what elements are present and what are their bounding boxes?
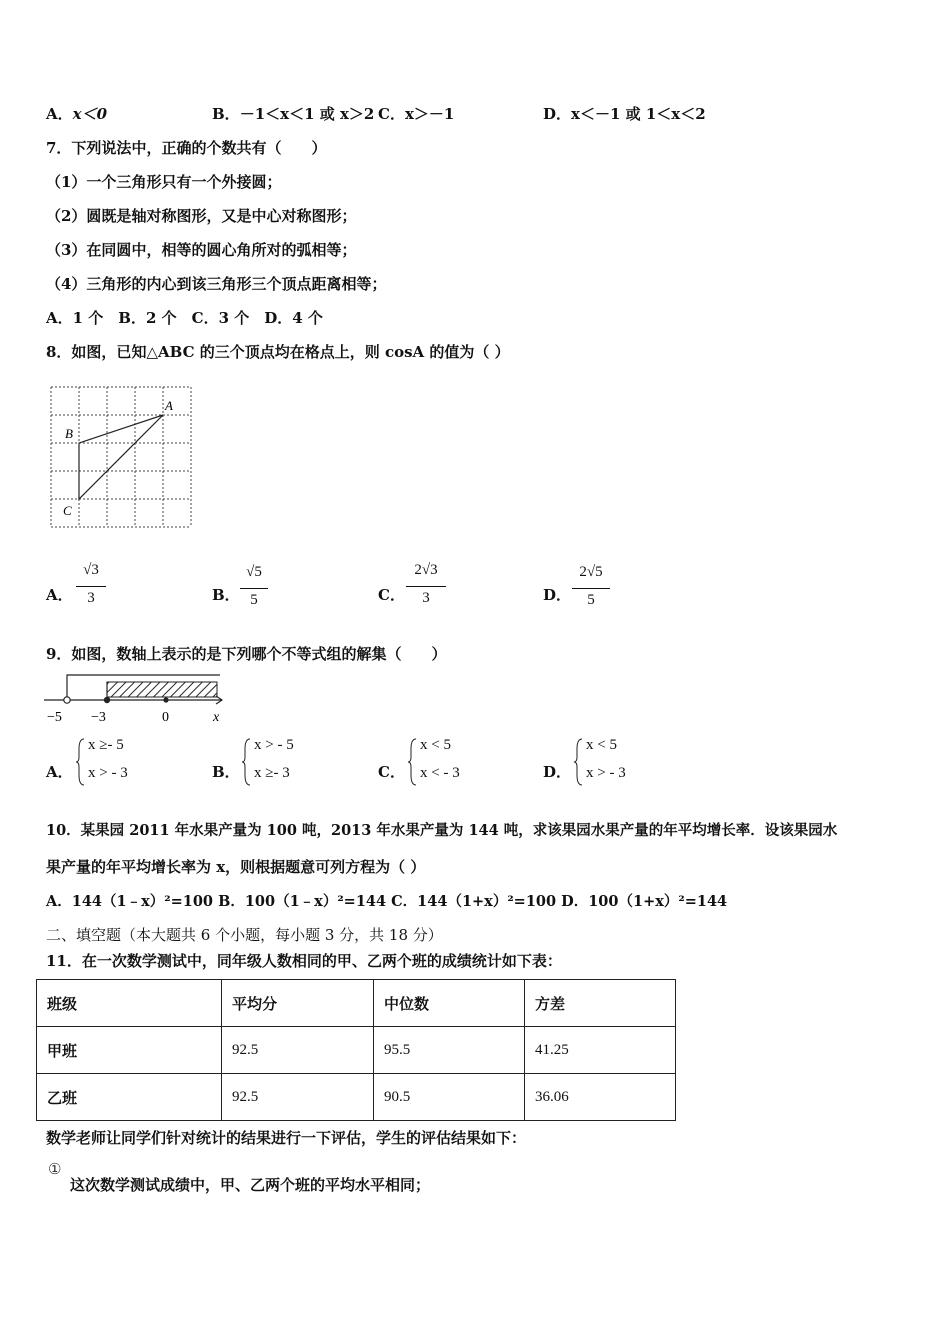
q8-stem: 8．如图，已知△ABC 的三个顶点均在格点上，则 cosA 的值为（ ） (46, 343, 510, 361)
q8-option-d-label: D． (543, 586, 572, 604)
triangle-abc (79, 415, 163, 499)
open-point-minus5 (64, 697, 70, 703)
q6-option-d: D．x＜－1 或 1＜x＜2 (543, 105, 706, 123)
table-cell: 甲班 (37, 1027, 222, 1074)
q8-option-b-fraction: √5 5 (240, 564, 268, 614)
vertex-b-label: B (65, 426, 73, 441)
q9-option-c-system: x < 5 x < - 3 (408, 737, 488, 789)
q7-statement-2: （2）圆既是轴对称图形，又是中心对称图形； (46, 207, 357, 225)
range-x-ge-minus3-hatched (107, 682, 217, 697)
q8-option-c-label: C． (378, 586, 405, 604)
section-2-heading: 二、填空题（本大题共 6 个小题，每小题 3 分，共 18 分） (46, 926, 443, 944)
vertex-a-label: A (165, 398, 173, 413)
q10-stem-line1: 10．某果园 2011 年水果产量为 100 吨，2013 年水果产量为 144 吨，求该果园水果产量的年平均增长率．设该果园水 (46, 822, 838, 839)
brace-icon (574, 737, 584, 787)
table-cell: 41.25 (525, 1027, 676, 1074)
point-zero (163, 697, 168, 702)
q9-stem: 9．如图，数轴上表示的是下列哪个不等式组的解集（ ） (46, 645, 447, 663)
q11-score-table (36, 979, 676, 1121)
vertex-c-label: C (63, 503, 72, 518)
tick-label-zero: 0 (162, 710, 169, 725)
q11-evaluation-1: 这次数学测试成绩中，甲、乙两个班的平均水平相同； (70, 1176, 431, 1194)
q9-option-d-system: x < 5 x > - 3 (574, 737, 654, 789)
solid-point-minus3 (104, 697, 110, 703)
q8-option-c-fraction: 2√3 3 (406, 562, 446, 612)
q8-option-a-fraction: √3 3 (76, 562, 106, 612)
q8-grid-figure (46, 382, 196, 532)
table-header-row (37, 980, 676, 1027)
q7-statement-1: （1）一个三角形只有一个外接圆； (46, 173, 282, 191)
q10-stem-line2: 果产量的年平均增长率为 x，则根据题意可列方程为（ ） (46, 858, 426, 876)
tick-label-minus3: −3 (91, 710, 106, 725)
q9-number-line (42, 672, 232, 728)
table-cell: 36.06 (525, 1074, 676, 1121)
q7-statement-3: （3）在同圆中，相等的圆心角所对的弧相等； (46, 241, 357, 259)
table-header-cell: 班级 (37, 980, 222, 1027)
table-header-cell: 平均分 (222, 980, 374, 1027)
table-cell: 95.5 (374, 1027, 525, 1074)
q8-option-a-label: A． (46, 586, 73, 604)
q7-options: A．1 个 B．2 个 C．3 个 D．4 个 (46, 309, 323, 327)
tick-label-minus5: −5 (47, 710, 62, 725)
table-cell: 乙班 (37, 1074, 222, 1121)
axis-label-x: x (213, 710, 220, 725)
q8-option-b-label: B． (212, 586, 240, 604)
q6-option-a: A．x＜0 (46, 105, 108, 123)
q7-statement-4: （4）三角形的内心到该三角形三个顶点距离相等； (46, 275, 387, 293)
table-row (37, 1027, 676, 1074)
circled-number-1: ① (48, 1160, 62, 1178)
q11-stem: 11．在一次数学测试中，同年级人数相同的甲、乙两个班的成绩统计如下表： (46, 952, 562, 970)
q6-option-c: C．x＞－1 (378, 105, 455, 123)
table-header-cell: 中位数 (374, 980, 525, 1027)
q9-option-a-label: A． (46, 763, 73, 781)
q9-option-b-label: B． (212, 763, 240, 781)
q9-option-d-label: D． (543, 763, 572, 781)
q9-option-b-system: x > - 5 x ≥- 3 (242, 737, 322, 789)
q9-option-c-label: C． (378, 763, 405, 781)
brace-icon (408, 737, 418, 787)
table-row (37, 1074, 676, 1121)
q11-after-table: 数学老师让同学们针对统计的结果进行一下评估，学生的评估结果如下： (46, 1129, 527, 1147)
q10-options: A．144（1﹣x）²=100 B．100（1﹣x）²=144 C．144（1+x）²=100 D．100（1+x）²=144 (46, 893, 728, 910)
brace-icon (76, 737, 86, 787)
q9-option-a-system: x ≥- 5 x > - 3 (76, 737, 156, 789)
q7-stem: 7．下列说法中，正确的个数共有（ ） (46, 139, 327, 157)
table-header-cell: 方差 (525, 980, 676, 1027)
table-cell: 90.5 (374, 1074, 525, 1121)
brace-icon (242, 737, 252, 787)
q8-option-d-fraction: 2√5 5 (572, 564, 610, 614)
table-cell: 92.5 (222, 1027, 374, 1074)
q6-option-b: B．－1＜x＜1 或 x＞2 (212, 105, 375, 123)
table-cell: 92.5 (222, 1074, 374, 1121)
